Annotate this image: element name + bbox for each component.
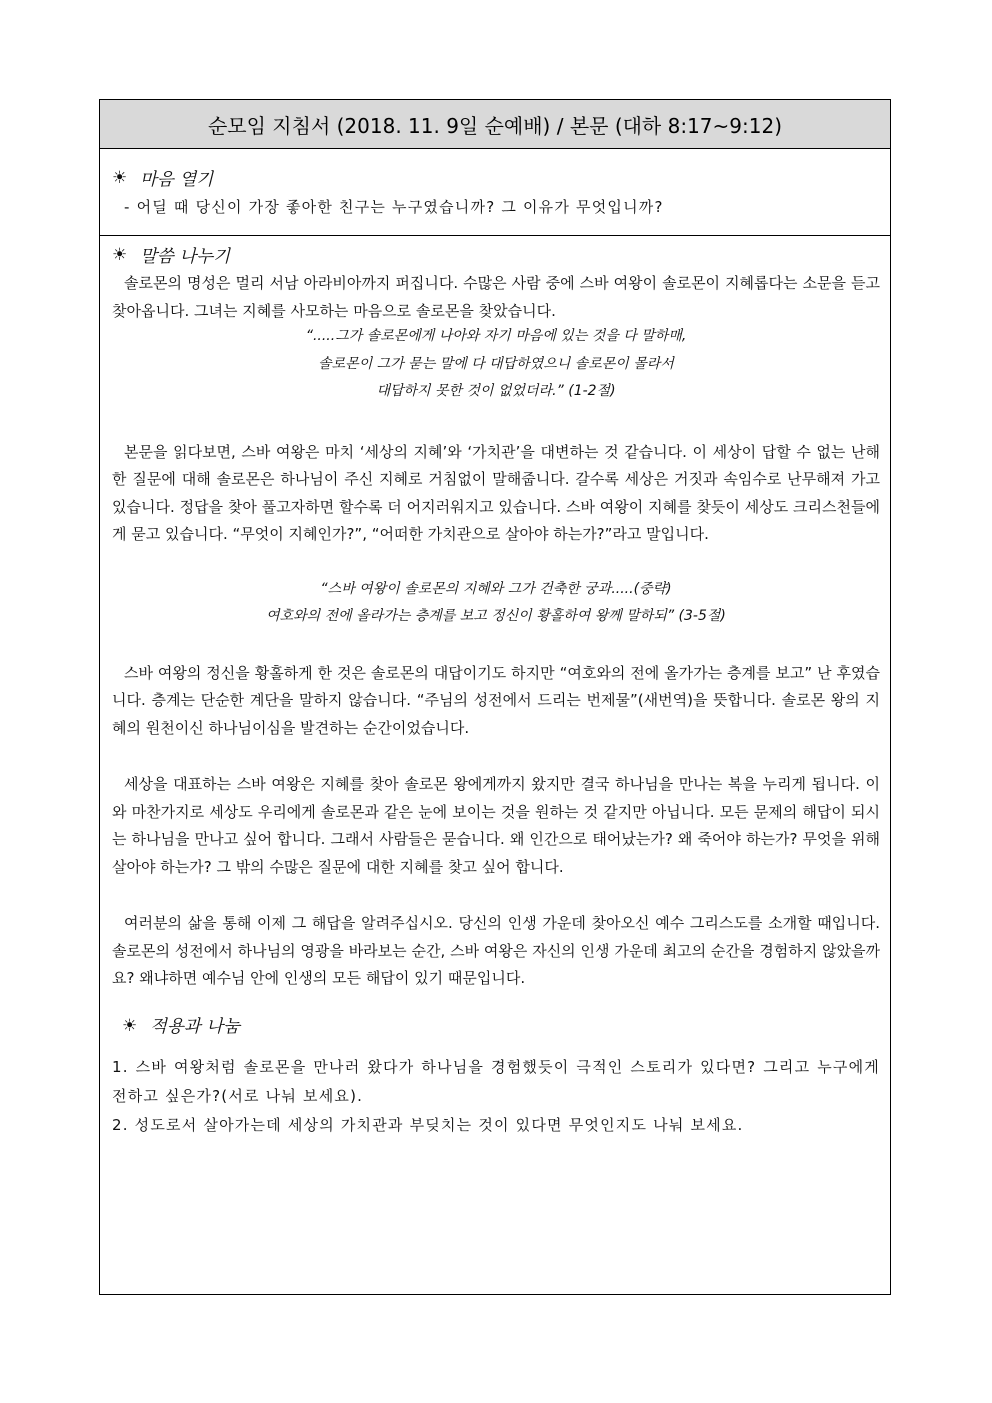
section-share-word — [100, 236, 890, 1140]
section-heading — [112, 163, 880, 193]
quote-line: 솔로몬이 그가 묻는 말에 다 대답하였으니 솔로몬이 몰라서 — [318, 355, 674, 372]
section-heading-label: 적용과 나눔 — [150, 1017, 241, 1037]
paragraph: 세상을 대표하는 스바 여왕은 지혜를 찾아 솔로몬 왕에게까지 왔지만 결국 하나님을 만나는 복을 누리게 됩니다. 이와 마찬가지로 세상도 우리에게 솔로몬과 같은 눈에 보이는 것을 원하는 것 같지만 아닙니다. 모든 문제의 해답이 되시는 하나님을 만나고 싶어 합니다. 그래서 사람들은 묻습니다. 왜 인간으로 태어났는가? 왜 죽어야 하는가? 무엇을 위해 살아야 하는가? 그 밖의 수많은 질문에 대한 지혜를 찾고 싶어 합니다. — [112, 775, 880, 876]
sun-icon: ☀ — [112, 168, 128, 188]
section-open-heart — [100, 149, 890, 236]
opening-question: - 어딜 때 당신이 가장 좋아한 친구는 누구였습니까? 그 이유가 무엇입니까? — [124, 198, 664, 216]
sun-icon: ☀ — [122, 1015, 138, 1036]
document-title: 순모임 지침서 (2018. 11. 9일 순예배) / 본문 (대하 8:17~9:12) — [100, 100, 890, 149]
guide-box — [99, 99, 891, 1295]
list-item: 1. 스바 여왕처럼 솔로몬을 만나러 왔다가 하나님을 경험했듯이 극적인 스토리가 있다면? 그리고 누구에게 전하고 싶은가?(서로 나눠 보세요). — [112, 1057, 880, 1105]
quote-line: “.....그가 솔로몬에게 나아와 자기 마음에 있는 것을 다 말하매, — [305, 328, 687, 344]
paragraph: 스바 여왕의 정신을 황홀하게 한 것은 솔로몬의 대답이기도 하지만 “여호와의 전에 올가가는 층계를 보고” 난 후였습니다. 층계는 단순한 계단을 말하지 않습니다. “주님의 성전에서 드리는 번제물”(새번역)을 뜻합니다. 솔로몬 왕의 지혜의 원천이신 하나님이심을 발견하는 순간이었습니다. — [112, 663, 880, 737]
paragraph: 여러분의 삶을 통해 이제 그 해답을 알려주십시오. 당신의 인생 가운데 찾아오신 예수 그리스도를 소개할 때입니다. 솔로몬의 성전에서 하나님의 영광을 바라보는 순간, 스바 여왕은 자신의 인생 가운데 최고의 순간을 경험하지 않았을까요? 왜냐하면 예수님 안에 인생의 모든 해답이 있기 때문입니다. — [112, 914, 880, 987]
section-heading — [112, 242, 880, 268]
section-heading-label: 말씀 나누기 — [140, 246, 231, 267]
scripture-quote — [112, 323, 880, 406]
quote-line: “스바 여왕이 솔로몬의 지혜와 그가 건축한 궁과.....(중략) — [320, 580, 672, 597]
list-item: 2. 성도로서 살아가는데 세상의 가치관과 부딪치는 것이 있다면 무엇인지도 나눠 보세요. — [112, 1115, 744, 1134]
quote-line: 여호와의 전에 올라가는 층계를 보고 정신이 황홀하여 왕께 말하되” (3-5절) — [266, 608, 726, 624]
section-heading — [112, 1011, 880, 1041]
paragraph: 본문을 읽다보면, 스바 여왕은 마치 ‘세상의 지혜’와 ‘가치관’을 대변하는 것 같습니다. 이 세상이 답할 수 없는 난해한 질문에 대해 솔로몬은 하나님이 주신 지혜로 거침없이 말해줍니다. 갈수록 세상은 거짓과 속임수로 난무해져 가고 있습니다. 정답을 찾아 풀고자하면 할수록 더 어지러워지고 있습니다. 스바 여왕이 지혜를 찾듯이 세상도 크리스천들에게 묻고 있습니다. “무엇이 지혜인가?”, “어떠한 가치관으로 살아야 하는가?”라고 말입니다. — [112, 442, 880, 543]
paragraph: 솔로몬의 명성은 멀리 서남 아라비아까지 퍼집니다. 수많은 사람 중에 스바 여왕이 솔로몬이 지혜롭다는 소문을 듣고 찾아옵니다. 그녀는 지혜를 사모하는 마음으로 솔로몬을 찾았습니다. — [112, 274, 880, 320]
application-list — [112, 1053, 880, 1140]
sun-icon: ☀ — [112, 245, 128, 265]
section-heading-label: 마음 열기 — [140, 169, 214, 190]
quote-line: 대답하지 못한 것이 없었더라.” (1-2절) — [376, 383, 616, 399]
scripture-quote — [112, 576, 880, 631]
